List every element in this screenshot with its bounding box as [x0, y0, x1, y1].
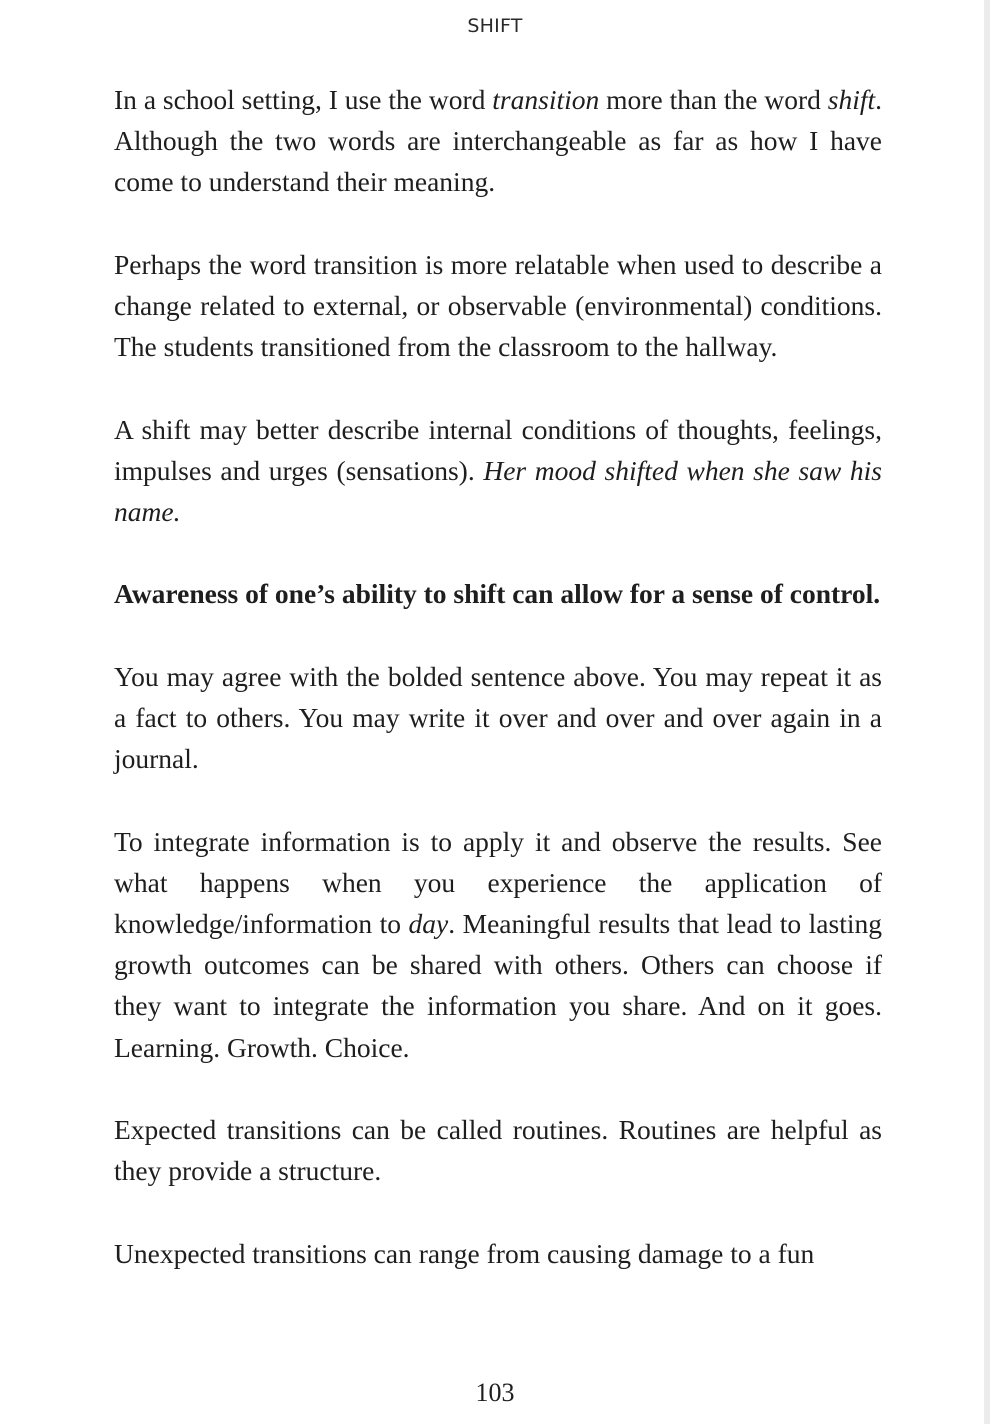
paragraph-8: Unexpected transitions can range from causing damage to a fun — [114, 1237, 815, 1269]
page-body — [114, 79, 882, 1274]
paragraph-6 — [114, 821, 882, 1068]
paragraph-1-text-a: In a school setting, I use the word — [114, 84, 493, 115]
page-edge — [984, 0, 990, 1424]
paragraph-1-italic-transition: transition — [492, 84, 600, 115]
paragraph-6-text-a: To integrate information is to apply it and observe the results. See what happens when you experience the application of knowledge/information to — [114, 825, 882, 939]
paragraph-3 — [114, 409, 882, 533]
paragraph-3-text-a: A shift may better describe internal conditions of thoughts, feelings, impulses and urges (sensations). — [114, 413, 882, 486]
paragraph-1 — [114, 79, 882, 203]
running-head: SHIFT — [467, 15, 523, 37]
paragraph-3-italic-example: Her mood shifted when she saw his name. — [114, 454, 882, 527]
page-number: 103 — [475, 1378, 515, 1407]
bold-statement: Awareness of one’s ability to shift can allow for a sense of control. — [114, 578, 881, 610]
paragraph-5: You may agree with the bolded sentence above. You may repeat it as a fact to others. You may write it over and over and over again in a journal. — [114, 660, 882, 775]
paragraph-1-text-e: . Although the two words are interchangeable as far as how I have come to understand their meaning. — [114, 84, 883, 198]
paragraph-1-text-c: more than the word — [599, 84, 828, 115]
paragraph-1-italic-shift: shift — [827, 84, 876, 115]
paragraph-2: Perhaps the word transition is more relatable when used to describe a change related to external, or observable (environmental) conditions. The students transitioned from the classroom to the hallway. — [114, 248, 882, 363]
paragraph-7: Expected transitions can be called routines. Routines are helpful as they provide a structure. — [114, 1113, 882, 1187]
paragraph-6-italic-day: day — [408, 907, 449, 939]
paragraph-6-text-c: . Meaningful results that lead to lasting growth outcomes can be shared with others. Others can choose if they want to integrate the information you share. And on it goes. Learning. Growth. Choice. — [114, 907, 882, 1063]
